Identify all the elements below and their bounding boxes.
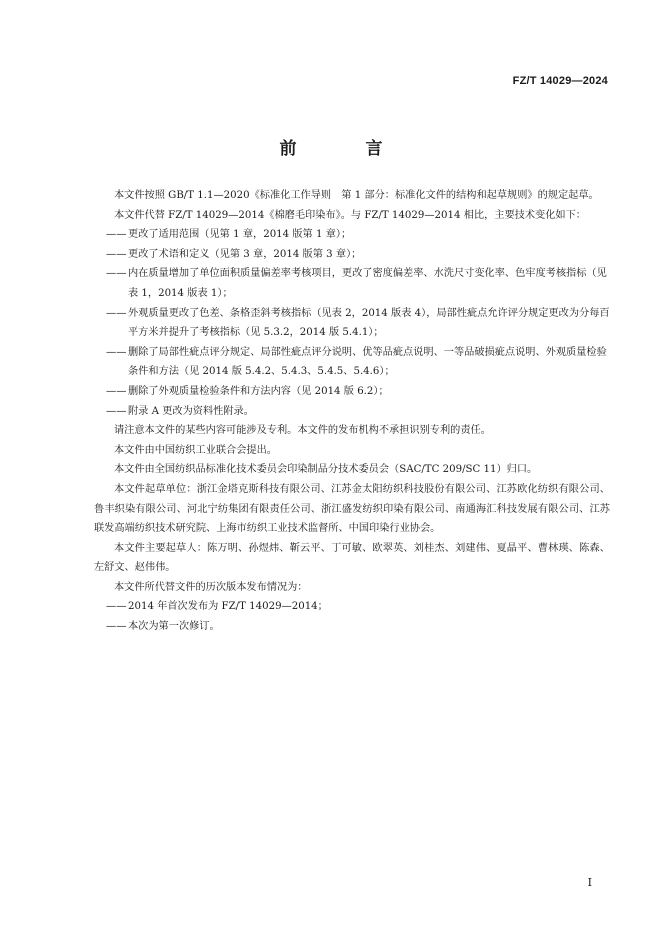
paragraph: 本文件按照 GB/T 1.1—2020《标准化工作导则 第 1 部分：标准化文件的结构和起草规则》的规定起草。 <box>114 190 599 201</box>
dash-marker: —— <box>106 248 127 260</box>
list-item-text: 外观质量更改了色差、条格歪斜考核指标（见表 2，2014 版表 4），局部性疵点允许评分规定更改为分每百平方米并提升了考核指标（见 5.3.2，2014 版 5.4.1）； <box>128 307 610 339</box>
paragraph: 本文件由中国纺织工业联合会提出。 <box>114 444 277 456</box>
page-title: 前 言 <box>279 139 409 159</box>
dash-marker: —— <box>106 621 127 633</box>
paragraph: 本文件所代替文件的历次版本发布情况为： <box>114 581 308 593</box>
list-item <box>94 304 610 343</box>
paragraph: 本文件起草单位：浙江金塔克斯科技有限公司、江苏金太阳纺织科技股份有限公司、江苏欧化纺织有限公司、鲁丰织染有限公司、河北宁纺集团有限责任公司、浙江盛发纺织印染有限公司、南通海汇科技发展有限公司、江苏联发高端纺织技术研究院、上海市纺织工业技术监督所、中国印染行业协会。 <box>94 483 610 535</box>
dash-marker: —— <box>106 307 127 319</box>
list-item <box>94 225 610 245</box>
list-item-text: 更改了适用范围（见第 1 章，2014 版第 1 章）； <box>128 229 352 241</box>
paragraph: 本文件代替 FZ/T 14029—2014《棉磨毛印染布》。与 FZ/T 14029—2014 相比，主要技术变化如下： <box>114 209 586 221</box>
page-number: I <box>587 876 592 889</box>
list-item-text: 附录 A 更改为资料性附录。 <box>128 405 254 417</box>
dash-marker: —— <box>106 268 127 280</box>
paragraph: 本文件由全国纺织品标准化技术委员会印染制品分技术委员会（SAC/TC 209/SC 11）归口。 <box>114 464 538 476</box>
dash-marker: —— <box>106 385 127 397</box>
list-item-text: 本次为第一次修订。 <box>128 621 220 633</box>
list-item <box>94 597 610 617</box>
document-body <box>94 186 610 637</box>
list-item-text: 更改了术语和定义（见第 3 章，2014 版第 3 章）； <box>128 248 362 260</box>
standard-code: FZ/T 14029—2024 <box>512 75 608 87</box>
list-item-text: 内在质量增加了单位面积质量偏差率考核项目，更改了密度偏差率、水洗尺寸变化率、色牢度考核指标（见表 1，2014 版表 1）； <box>128 268 607 299</box>
list-item <box>94 343 610 382</box>
dash-marker: —— <box>106 346 127 358</box>
dash-marker: —— <box>106 405 127 417</box>
list-item <box>94 617 610 637</box>
list-item-text: 2014 年首次发布为 FZ/T 14029—2014； <box>128 601 328 613</box>
list-item <box>94 382 610 402</box>
list-item <box>94 245 610 265</box>
list-item <box>94 264 610 303</box>
paragraph: 请注意本文件的某些内容可能涉及专利。本文件的发布机构不承担识别专利的责任。 <box>114 425 491 437</box>
dash-marker: —— <box>106 229 127 241</box>
list-item <box>94 402 610 422</box>
dash-marker: —— <box>106 601 127 613</box>
list-item-text: 删除了外观质量检验条件和方法内容（见 2014 版 6.2）； <box>128 385 389 397</box>
list-item-text: 删除了局部性疵点评分规定、局部性疵点评分说明、优等品疵点说明、一等品破损疵点说明、外观质量检验条件和方法（见 2014 版 5.4.2、5.4.3、5.4.5、5.4.6）； <box>128 346 607 378</box>
paragraph: 本文件主要起草人：陈万明、孙煜炜、靳云平、丁可敏、欧翠英、刘桂杰、刘建伟、夏晶平、曹林瑛、陈森、左舒文、赵伟伟。 <box>94 542 610 574</box>
